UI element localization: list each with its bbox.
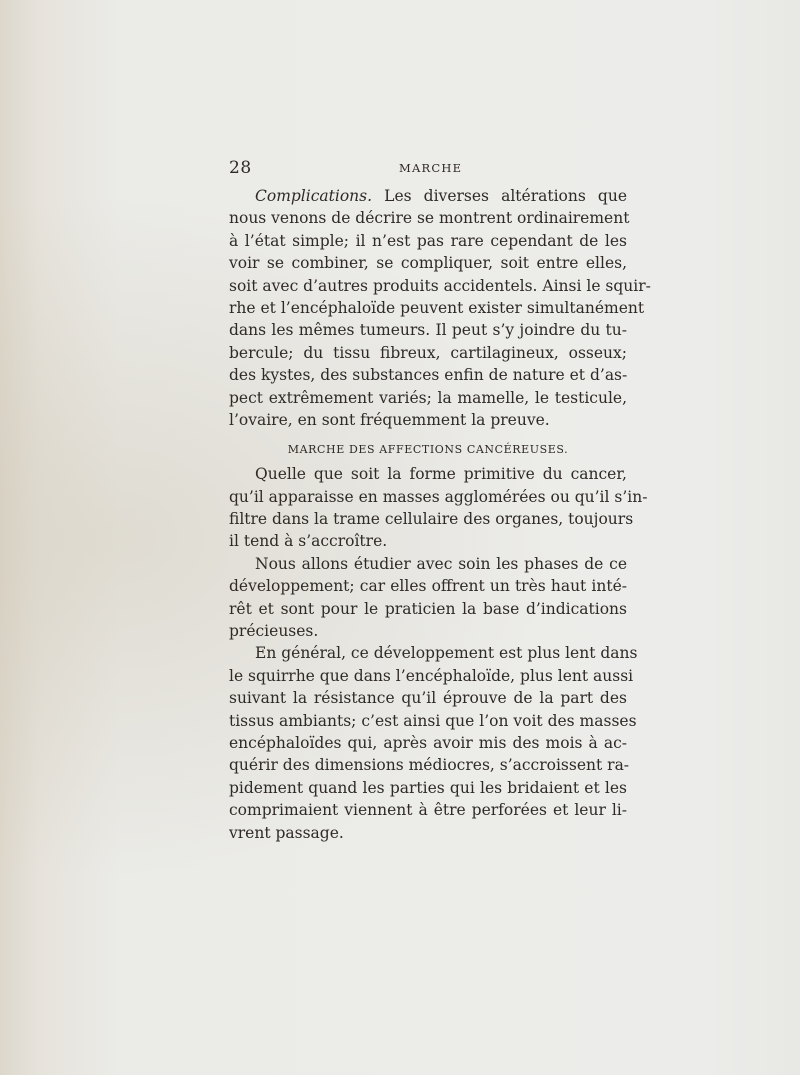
- text-line: soit avec d’autres produits accidentels. Ainsi le squir-: [229, 276, 651, 295]
- text-line: suivant la résistance qu’il éprouve de la part des: [229, 689, 627, 708]
- text-line: tissus ambiants; c’est ainsi que l’on voit des masses: [229, 711, 637, 730]
- paragraph-en-general: [229, 642, 638, 844]
- text-line: dans les mêmes tumeurs. Il peut s’y joindre du tu-: [229, 321, 627, 340]
- text-line: pidement quand les parties qui les bridaient et les: [229, 778, 627, 797]
- text-line: encéphaloïdes qui, après avoir mis des mois à ac-: [229, 733, 627, 752]
- text-line: Nous allons étudier avec soin les phases de ce: [255, 554, 627, 573]
- text-line: l’ovaire, en sont fréquemment la preuve.: [229, 410, 550, 429]
- text-line: [229, 185, 627, 207]
- text-line: le squirrhe que dans l’encéphaloïde, plus lent aussi: [229, 666, 634, 685]
- text-line: quérir des dimensions médiocres, s’accroissent ra-: [229, 756, 630, 775]
- text-line: à l’état simple; il n’est pas rare cependant de les: [229, 231, 627, 250]
- text-line: filtre dans la trame cellulaire des organes, toujours: [229, 510, 634, 529]
- text-line-content: Les diverses altérations que: [372, 187, 627, 205]
- text-line: nous venons de décrire se montrent ordinairement: [229, 209, 630, 228]
- running-head: [229, 158, 629, 178]
- running-title: MARCHE: [399, 161, 463, 175]
- section-heading: MARCHE DES AFFECTIONS CANCÉREUSES.: [287, 443, 569, 457]
- text-line: pect extrêmement variés; la mamelle, le testicule,: [229, 388, 627, 407]
- paragraph-nous-allons: [229, 553, 627, 643]
- text-line: bercule; du tissu fibreux, cartilagineux, osseux;: [229, 343, 627, 362]
- text-block: [229, 185, 651, 844]
- text-line: comprimaient viennent à être perforées et leur li-: [229, 801, 627, 820]
- text-line: voir se combiner, se compliquer, soit entre elles,: [229, 254, 627, 273]
- italic-lead: Complications.: [255, 187, 373, 205]
- text-line: il tend à s’accroître.: [229, 532, 388, 551]
- page-number: 28: [229, 158, 252, 178]
- text-line: vrent passage.: [229, 823, 344, 842]
- text-line: développement; car elles offrent un très haut inté-: [229, 577, 627, 596]
- text-line: En général, ce développement est plus lent dans: [255, 644, 638, 663]
- paragraph-complications: [229, 185, 651, 431]
- paragraph-quelle-que-soit: [229, 463, 648, 553]
- text-line: rêt et sont pour le praticien la base d’indications: [229, 599, 627, 618]
- text-line: rhe et l’encéphaloïde peuvent exister simultanément: [229, 298, 645, 317]
- text-line: Quelle que soit la forme primitive du cancer,: [255, 465, 627, 484]
- text-line: qu’il apparaisse en masses agglomérées ou qu’il s’in-: [229, 487, 648, 506]
- text-line: des kystes, des substances enfin de nature et d’as-: [229, 366, 628, 385]
- text-line: précieuses.: [229, 622, 319, 641]
